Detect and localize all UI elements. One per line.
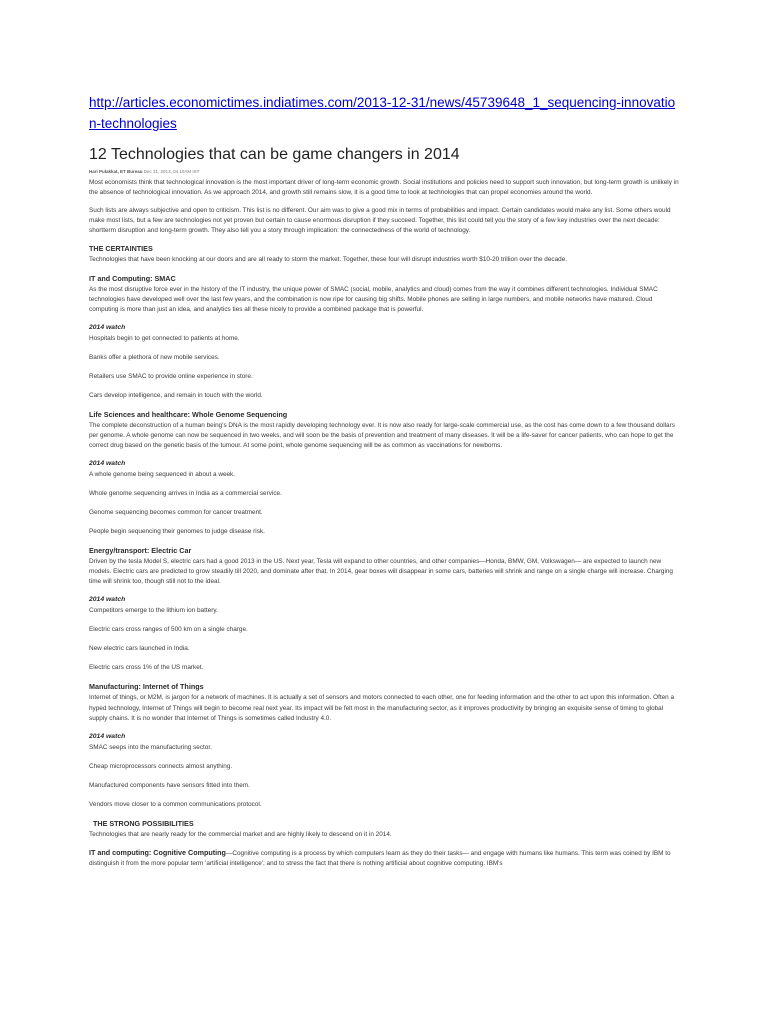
- watch-item: Whole genome sequencing arrives in India as a commercial service.: [89, 490, 282, 498]
- watch-item: Retailers use SMAC to provide online experience in store.: [89, 372, 253, 380]
- watch-item: Electric cars cross 1% of the US market.: [89, 664, 204, 672]
- article-url-link[interactable]: http://articles.economictimes.indiatimes.com/2013-12-31/news/45739648_1_sequencing-innovation-technologies: [89, 95, 676, 131]
- byline-author: Hari Pulakkat, ET Bureau: [89, 169, 143, 174]
- watch-heading-genome: 2014 watch: [89, 460, 126, 468]
- section-heading-iot: Manufacturing: Internet of Things: [89, 682, 204, 692]
- section-cognitive-computing: [89, 848, 681, 869]
- byline-date: Dec 31, 2013, 04.10AM IST: [143, 169, 200, 174]
- watch-heading-iot: 2014 watch: [89, 732, 126, 740]
- watch-item: Hospitals begin to get connected to patients at home.: [89, 334, 240, 342]
- section-text-certainties: Technologies that have been knocking at our doors and are all ready to storm the market. Together, these four will disrupt industries worth $10-20 trillion over the decade.: [89, 256, 568, 264]
- section-text-cognitive: —Cognitive computing is a process by which computers learn as they do their tasks— and engage with humans like humans. This term was coined by IBM to distinguish it from the more popular term 'artificial intelligence', and to stress the fact that there is nothing artificial about cognitive computing. IBM's: [89, 849, 671, 867]
- section-text-strong-possibilities: Technologies that are nearly ready for the commercial market and are highly likely to descend on it in 2014.: [89, 830, 392, 838]
- watch-item: Cars develop intelligence, and remain in touch with the world.: [89, 391, 263, 399]
- watch-heading-smac: 2014 watch: [89, 323, 126, 331]
- watch-item: Cheap microprocessors connects almost anything.: [89, 762, 233, 770]
- watch-item: Competitors emerge to the lithium ion battery.: [89, 607, 218, 615]
- section-text-iot: Internet of things, or M2M, is jargon for a network of machines. It is actually a set of sensors and motors connected to each other, one for feeding information and the other to act upon this information. Often a hyped technology, Internet of Things will begin to become real next year. Its impact will be felt most in the manufacturing sector, as it improves productivity by bringing an exquisite sense of timing to global supply chains. It is no wonder that Internet of Things is sometimes called Industry 4.0.: [89, 694, 675, 722]
- watch-item: People begin sequencing their genomes to judge disease risk.: [89, 528, 265, 536]
- section-heading-cognitive: IT and computing: Cognitive Computing: [89, 847, 226, 857]
- article-byline: [89, 169, 681, 175]
- section-text-smac: As the most disruptive force ever in the history of the IT industry, the unique power of SMAC (social, mobile, analytics and cloud) comes from the way it combines different technologies. Individual SMAC technologies have developed well over the last few years, and the combination is now ripe for causing big shifts. Mobile phones are selling in large numbers, and mobile networks have matured. Cloud computing is more than just an idea, and analytics ties all these nicely to provide a combined package that is powerful.: [89, 285, 658, 313]
- section-heading-certainties: THE CERTAINTIES: [89, 244, 153, 254]
- watch-item: SMAC seeps into the manufacturing sector.: [89, 743, 212, 751]
- section-heading-strong-possibilities: THE STRONG POSSIBILITIES: [93, 818, 194, 828]
- watch-item: Manufactured components have sensors fitted into them.: [89, 781, 250, 789]
- section-heading-genome: Life Sciences and healthcare: Whole Genome Sequencing: [89, 409, 288, 419]
- section-text-genome: The complete deconstruction of a human being's DNA is the most rapidly developing technology ever. It is now also ready for large-scale commercial use, as the cost has come down to a few thousand dollars per genome. A whole genome can now be sequenced in two weeks, and will soon be the basis of prevention and treatment of many diseases. It will be a life-saver for cancer patients, who can hope to get the correct drug based on the genetic basis of the tumour. At some point, whole genome sequencing will be as common as vaccinations for newborns.: [89, 421, 675, 450]
- watch-item: A whole genome being sequenced in about a week.: [89, 471, 236, 479]
- watch-item: Banks offer a plethora of new mobile services.: [89, 353, 220, 361]
- article-column: [89, 145, 681, 877]
- watch-item: Genome sequencing becomes common for cancer treatment.: [89, 509, 263, 517]
- intro-paragraph: Such lists are always subjective and open to criticism. This list is no different. Our aim was to give a good mix in terms of probabilities and impact. Certain candidates would make any list. Some others would make most lists, but a few are technologies not yet proven but certain to cause enormous disruption if they succeed. Together, this list could tell you the story of a few key industries over the next decade: shortterm disruption and long-term growth. They also tell you a story through implication: the connectedness of the world of technology.: [89, 207, 671, 235]
- watch-item: Electric cars cross ranges of 500 km on a single charge.: [89, 626, 248, 634]
- section-heading-electric-car: Energy/transport: Electric Car: [89, 546, 192, 556]
- watch-item: Vendors move closer to a common communications protocol.: [89, 800, 262, 808]
- section-heading-smac: IT and Computing: SMAC: [89, 273, 176, 283]
- article-title: 12 Technologies that can be game changers in 2014: [89, 146, 460, 163]
- watch-item: New electric cars launched in India.: [89, 645, 190, 653]
- watch-heading-electric-car: 2014 watch: [89, 596, 126, 604]
- intro-paragraph: Most economists think that technological innovation is the most important driver of long-term economic growth. Social institutions and policies need to support such innovation, but long-term growth is unlikely in the absence of technological innovation. As we approach 2014, and growth still remains slow, it is a good time to look at technologies that can propel economies around the world.: [89, 179, 679, 197]
- section-text-electric-car: Driven by the tesla Model S, electric cars had a good 2013 in the US. Next year, Tesla will expand to other countries, and other companies—Honda, BMW, GM, Volkswagen— are expected to launch new models. Electric cars are predicted to grow steadily till 2020, and dominate after that. In 2014, gear boxes will disappear in some cars, batteries will shrink and range on a single charge will increase. Charging time will shrink too, though still not to the ideal.: [89, 558, 673, 586]
